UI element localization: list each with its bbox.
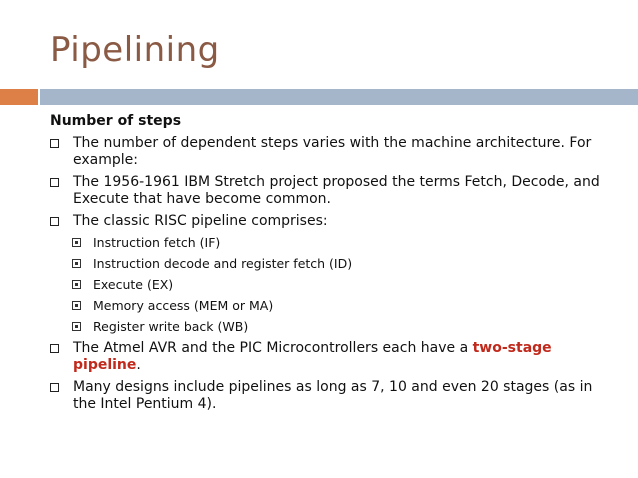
sub-bullet-item <box>72 277 610 292</box>
slide-title: Pipelining <box>50 30 220 70</box>
sub-bullet-text: Memory access (MEM or MA) <box>93 298 274 313</box>
section-heading: Number of steps <box>50 113 182 129</box>
bullet-text-part: . <box>136 357 141 373</box>
sub-bullet-text: Register write back (WB) <box>93 319 249 334</box>
sub-bullet-item <box>72 235 610 250</box>
sub-bullet-text: Instruction fetch (IF) <box>93 235 221 250</box>
bullet-text: The number of dependent steps varies with the machine architecture. For example: <box>73 135 592 168</box>
sub-bullet-text: Instruction decode and register fetch (ID) <box>93 256 353 271</box>
square-bullet-icon <box>50 178 59 187</box>
bullet-item <box>50 340 610 374</box>
filled-square-bullet-icon <box>72 259 81 268</box>
square-bullet-icon <box>50 217 59 226</box>
bullet-text: The classic RISC pipeline comprises: <box>73 213 328 229</box>
highlight-text: two-stage pipeline <box>73 340 552 373</box>
bullet-item <box>50 379 610 413</box>
bullet-item <box>50 135 610 169</box>
bullet-item <box>50 174 610 208</box>
accent-bar-blue <box>40 89 638 105</box>
filled-square-bullet-icon <box>72 238 81 247</box>
bullet-text-atmel <box>73 340 610 374</box>
square-bullet-icon <box>50 139 59 148</box>
sub-bullet-text: Execute (EX) <box>93 277 174 292</box>
square-bullet-icon <box>50 383 59 392</box>
accent-bar-orange <box>0 89 38 105</box>
bullet-item <box>50 213 610 230</box>
filled-square-bullet-icon <box>72 322 81 331</box>
slide-body <box>50 113 610 418</box>
bullet-text: The 1956-1961 IBM Stretch project proposed the terms Fetch, Decode, and Execute that have become common. <box>73 174 600 207</box>
sub-bullet-item <box>72 256 610 271</box>
bullet-text-part: The Atmel AVR and the PIC Microcontrollers each have a <box>73 340 473 356</box>
filled-square-bullet-icon <box>72 280 81 289</box>
square-bullet-icon <box>50 344 59 353</box>
bullet-text: Many designs include pipelines as long as 7, 10 and even 20 stages (as in the Intel Pentium 4). <box>73 379 593 412</box>
filled-square-bullet-icon <box>72 301 81 310</box>
sub-bullet-item <box>72 319 610 334</box>
sub-bullet-item <box>72 298 610 313</box>
